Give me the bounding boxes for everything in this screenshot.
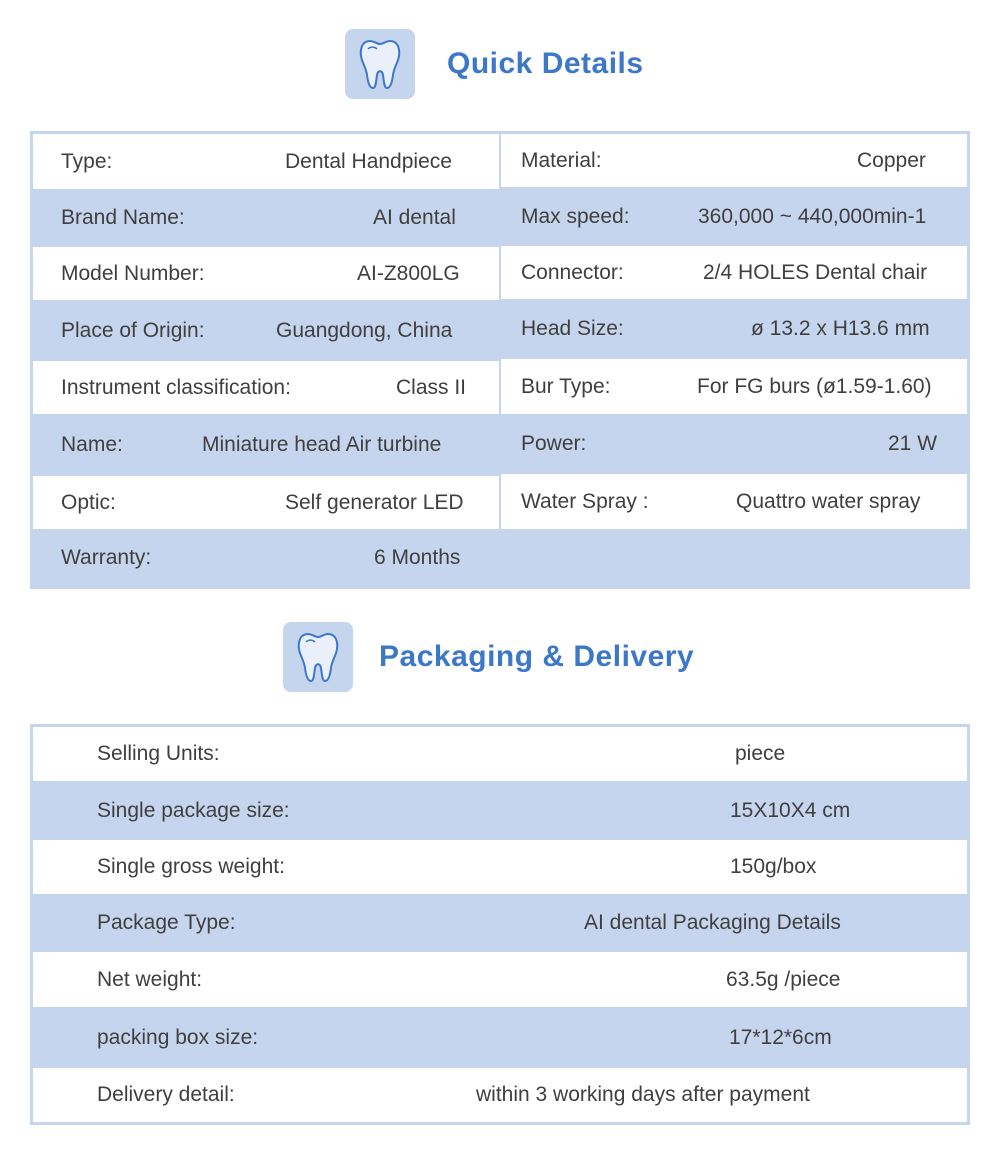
quick-details-heading (345, 29, 644, 99)
row-value: 15X10X4 cm (730, 798, 851, 822)
row-value: 17*12*6cm (729, 1025, 832, 1049)
table-row (501, 134, 967, 187)
row-value: Dental Handpiece (285, 149, 452, 173)
row-value: 63.5g /piece (726, 967, 841, 991)
row-label: Head Size: (521, 317, 624, 340)
row-value: 21 W (888, 432, 938, 455)
row-value: For FG burs (ø1.59-1.60) (697, 374, 932, 398)
row-label: Package Type: (97, 911, 236, 934)
row-value: within 3 working days after payment (476, 1083, 810, 1106)
row-value: 2/4 HOLES Dental chair (703, 260, 928, 284)
table-row (33, 952, 967, 1007)
row-value: ø 13.2 x H13.6 mm (751, 317, 930, 340)
tooth-icon (283, 622, 353, 692)
row-label: Delivery detail: (97, 1083, 235, 1106)
row-label: Optic: (61, 490, 116, 514)
table-row (33, 300, 499, 361)
table-row (33, 840, 967, 894)
row-label: Warranty: (61, 545, 152, 569)
row-label: Name: (61, 433, 123, 456)
row-value: Miniature head Air turbine (202, 433, 442, 456)
row-value: Guangdong, China (276, 318, 453, 342)
row-label: Single gross weight: (97, 855, 285, 878)
row-value: 150g/box (730, 855, 817, 878)
row-value: Copper (857, 148, 926, 172)
table-row (33, 781, 967, 840)
row-label: Place of Origin: (61, 318, 205, 342)
table-row (33, 189, 499, 247)
row-value: 360,000 ~ 440,000min-1 (698, 204, 927, 228)
row-value: Quattro water spray (736, 489, 921, 513)
row-label: Net weight: (97, 967, 203, 991)
row-label: Power: (521, 432, 587, 455)
row-label: Brand Name: (61, 206, 185, 229)
row-label: Model Number: (61, 261, 205, 285)
tooth-icon (345, 29, 415, 99)
row-label: packing box size: (97, 1025, 259, 1049)
table-row (33, 414, 499, 476)
table-row (501, 246, 967, 299)
row-label: Single package size: (97, 798, 290, 822)
row-label: Material: (521, 148, 602, 172)
quick-details-table (30, 131, 970, 589)
row-value: AI dental Packaging Details (584, 911, 841, 934)
row-value: piece (735, 742, 786, 765)
row-value: AI dental (373, 206, 456, 229)
table-row (501, 359, 967, 414)
row-label: Max speed: (521, 204, 630, 228)
table-row (33, 247, 499, 300)
table-row (33, 361, 499, 414)
table-row (33, 529, 499, 586)
row-label: Type: (61, 149, 113, 173)
row-value: Self generator LED (285, 490, 464, 514)
table-row (33, 1068, 967, 1122)
table-row (501, 299, 967, 359)
table-row (33, 727, 967, 781)
table-row (33, 1007, 967, 1068)
table-row (33, 894, 967, 952)
table-row (501, 187, 967, 246)
row-value: 6 Months (374, 545, 461, 569)
row-label: Instrument classification: (61, 375, 291, 399)
packaging-delivery-table (30, 724, 970, 1125)
row-value: Class II (396, 375, 467, 399)
table-row (33, 134, 499, 189)
row-label: Bur Type: (521, 374, 611, 398)
row-label: Connector: (521, 260, 624, 284)
packaging-delivery-heading (283, 622, 694, 692)
row-label: Selling Units: (97, 742, 220, 765)
quick-details-right-column (501, 134, 967, 586)
table-row (33, 476, 499, 529)
table-row (501, 474, 967, 529)
quick-details-title: Quick Details (447, 47, 644, 80)
row-value: AI-Z800LG (357, 261, 460, 285)
packaging-delivery-title: Packaging & Delivery (379, 640, 695, 673)
table-row (501, 414, 967, 474)
quick-details-left-column (33, 134, 499, 586)
row-label: Water Spray : (521, 489, 649, 513)
